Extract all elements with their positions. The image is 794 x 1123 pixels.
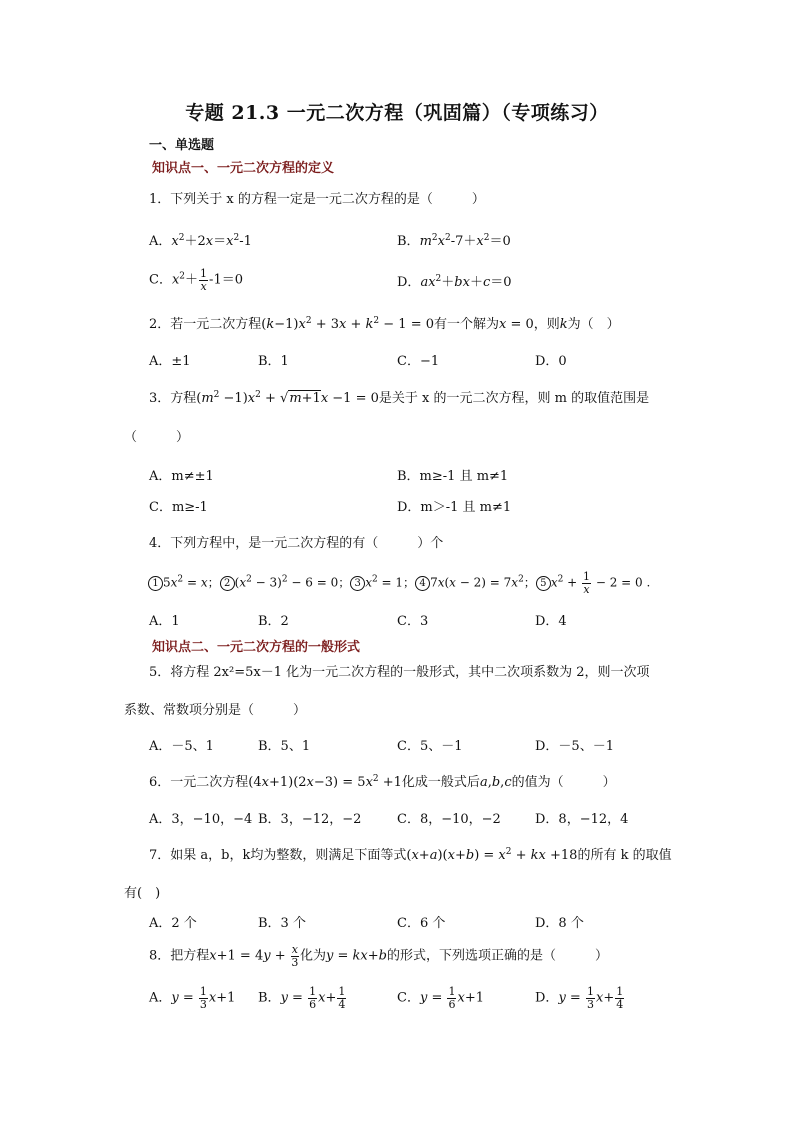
question-4-option-c: C．3 (397, 614, 429, 629)
question-7-option-d: D．8 个 (535, 916, 584, 931)
question-1-option-c: C．$x^2+$ $\frac{1}{x}$ -1＝0 (149, 267, 243, 293)
knowledge-point-1: 知识点一、一元二次方程的定义 (152, 161, 335, 176)
question-4-option-d: D．4 (535, 614, 567, 629)
question-8-option-d: D．y = $\frac{1}{3}$ x+ $\frac{1}{4}$ (535, 985, 624, 1011)
question-1-option-b: B．$m^2x^2-7+x^2=0$ (397, 233, 511, 249)
question-8-option-a: A．y = $\frac{1}{3}$ x+1 (149, 985, 236, 1011)
question-3-option-d: D．m＞-1 且 m≠1 (397, 500, 512, 515)
question-6-option-b: B．3，−12，−2 (258, 812, 362, 827)
question-3-option-a: A．m≠±1 (149, 469, 214, 484)
question-5-stem: 5．将方程 2x²=5x－1 化为一元二次方程的一般形式，其中二次项系数为 2，则一次项 (149, 665, 650, 680)
question-1-option-d: D．$ax^2+bx+c=0$ (397, 274, 512, 290)
question-5-option-b: B．5、1 (258, 739, 311, 754)
question-6-stem: 6．一元二次方程$(4x+1)(2x-3) = 5x^2 +1$化成一般式后a,b,c的值为（ ） (149, 774, 616, 790)
question-5-option-c: C．5、－1 (397, 739, 463, 754)
question-7-option-b: B．3 个 (258, 916, 306, 931)
question-7-option-a: A．2 个 (149, 916, 197, 931)
question-5-option-a: A．－5、1 (149, 739, 214, 754)
question-6-option-d: D．8，−12，4 (535, 812, 629, 827)
question-2-option-c: C．−1 (397, 354, 440, 369)
question-2-option-b: B．1 (258, 354, 289, 369)
question-1-option-a: A．$x^2+2x=x^2-1$ (149, 233, 252, 249)
question-2-option-a: A．±1 (149, 354, 191, 369)
question-1-stem: 1．下列关于 x 的方程一定是一元二次方程的是（ ） (149, 192, 485, 207)
question-7-stem: 7．如果 a，b，k均为整数，则满足下面等式$(x+a)(x+b) = x^2$ + kx +18的所有 k 的取值 (149, 847, 672, 863)
question-4-equations: 1 $5x^2 = x$； 2 $(x^2 - 3)^2 - 6 = 0$； 3 $x^2 = 1$； 4 $7x(x - 2) = 7x^2$； 5 $x^2$ + $\frac{1}{x}$ − 2 = 0 . (148, 571, 650, 595)
question-4-stem: 4．下列方程中，是一元二次方程的有（ ）个 (149, 536, 444, 551)
knowledge-point-2: 知识点二、一元二次方程的一般形式 (152, 640, 361, 655)
question-6-option-a: A．3，−10，−4 (149, 812, 253, 827)
question-2-option-d: D．0 (535, 354, 567, 369)
section-heading: 一、单选题 (149, 138, 215, 153)
question-3-option-c: C．m≥-1 (149, 500, 208, 515)
question-7-stem-cont: 有( ) (124, 886, 161, 901)
question-4-option-b: B．2 (258, 614, 289, 629)
question-8-option-b: B．y = $\frac{1}{6}$ x+ $\frac{1}{4}$ (258, 985, 346, 1011)
question-5-stem-cont: 系数、常数项分别是（ ） (124, 703, 307, 718)
question-4-option-a: A．1 (149, 614, 180, 629)
question-2-stem: 2．若一元二次方程$(k-1)x^2 + 3x + k^2 - 1 = 0$有一个解为x = 0，则k为（ ） (149, 316, 620, 332)
page-title: 专题 21.3 一元二次方程（巩固篇）（专项练习） (185, 102, 609, 124)
question-3-option-b: B．m≥-1 且 m≠1 (397, 469, 509, 484)
question-3-stem-cont: （ ） (124, 430, 190, 445)
question-8-option-c: C．y = $\frac{1}{6}$ x+1 (397, 985, 484, 1011)
question-3-stem: 3．方程$(m^2 -1)x^2 + √m+1x -1 = 0$是关于 x 的一元二次方程，则 m 的取值范围是 (149, 390, 650, 406)
question-8-stem: 8．把方程x+1 = 4y + $\frac{x}{3}$ 化为y = kx+b的形式，下列选项正确的是（ ） (149, 943, 608, 969)
question-7-option-c: C．6 个 (397, 916, 446, 931)
question-5-option-d: D．－5、－1 (535, 739, 614, 754)
question-6-option-c: C．8，−10，−2 (397, 812, 501, 827)
